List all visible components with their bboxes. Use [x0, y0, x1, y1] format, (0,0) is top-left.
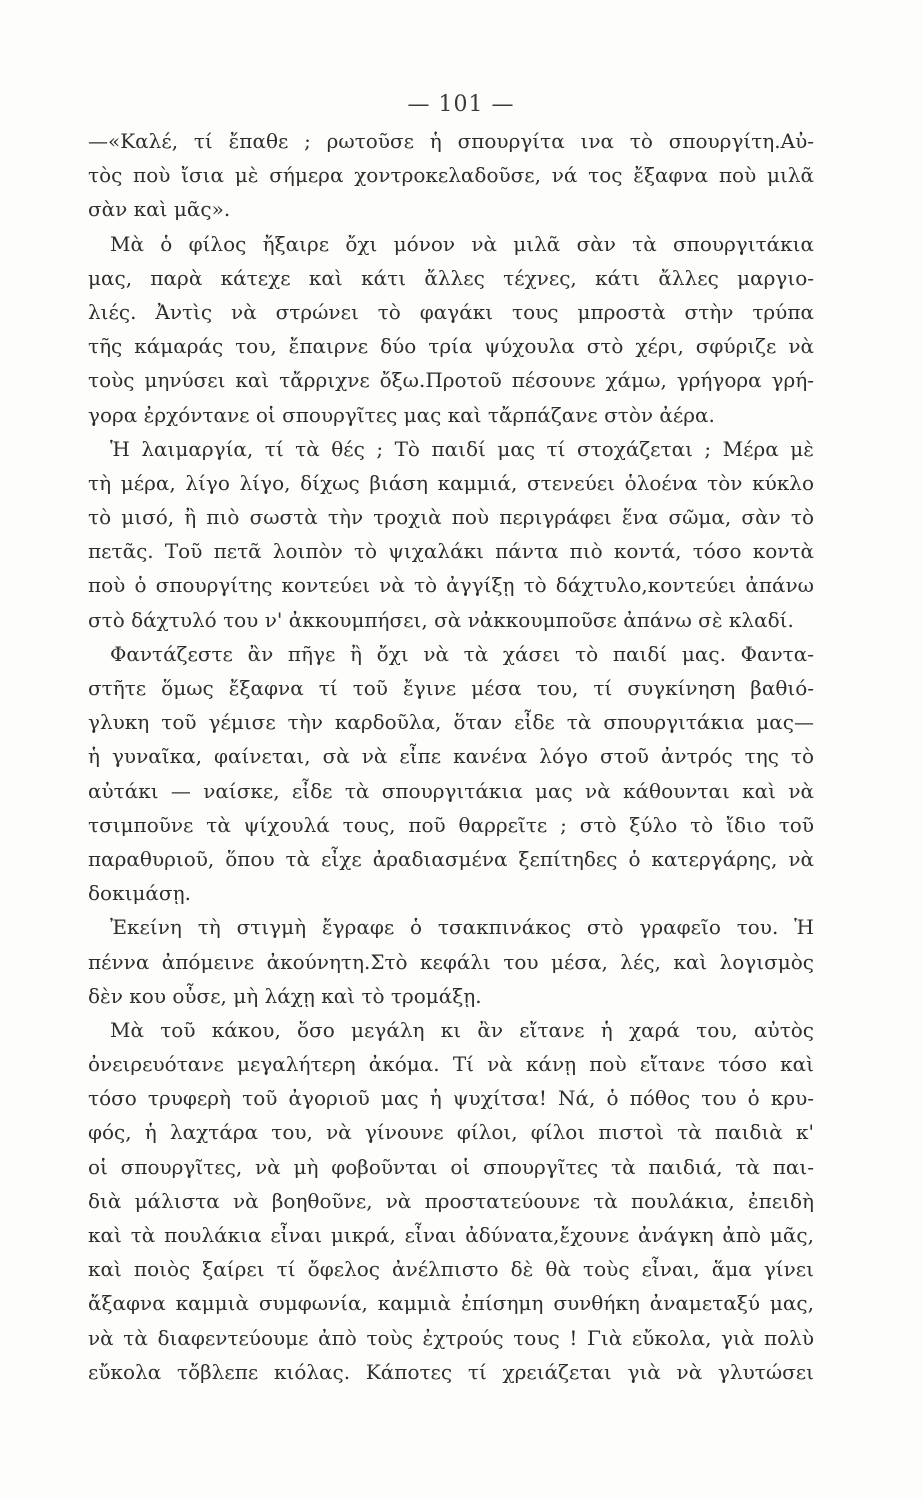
text-line: μας, παρὰ κάτεχε καὶ κάτι ἄλλες τέχνες, κάτι ἄλλες μαργιο-	[88, 265, 814, 290]
text-line: παραθυριοῦ, ὅπου τὰ εἶχε ἀραδιασμένα ξεπίτηδες ὁ κατεργάρης, νὰ	[88, 846, 814, 871]
text-line: Μὰ ὁ φίλος ἤξαιρε ὄχι μόνον νὰ μιλᾶ σὰν τὰ σπουργιτάκια	[110, 231, 814, 256]
text-line: τὸ μισό, ἢ πιὸ σωστὰ τὴν τροχιὰ ποὺ περιγράφει ἕνα σῶμα, σὰν τὸ	[88, 505, 814, 530]
text-line: νὰ τὰ διαφεντεύουμε ἀπὸ τοὺς ἐχτρούς τους ! Γιὰ εὔκολα, γιὰ πολὺ	[88, 1325, 814, 1350]
text-line: ἄξαφνα καμμιὰ συμφωνία, καμμιὰ ἐπίσημη συνθήκη ἀναμεταξύ μας,	[88, 1291, 814, 1316]
page-number: — 101 —	[407, 92, 515, 117]
text-line: Ἡ λαιμαργία, τί τὰ θές ; Τὸ παιδί μας τί στοχάζεται ; Μέρα μὲ	[110, 436, 814, 461]
text-line: τόσο τρυφερὴ τοῦ ἀγοριοῦ μας ἡ ψυχίτσα! Νά, ὁ πόθος του ὁ κρυ-	[88, 1086, 814, 1111]
text-line: οἱ σπουργῖτες, νὰ μὴ φοβοῦνται οἱ σπουργῖτες τὰ παιδιά, τὰ παι-	[88, 1154, 814, 1179]
text-line: στὸ δάχτυλό του ν' ἀκκουμπήσει, σὰ νἀκκουμποῦσε ἀπάνω σὲ κλαδί.	[88, 607, 794, 632]
text-line: Μὰ τοῦ κάκου, ὅσο μεγάλη κι ἂν εἴτανε ἡ χαρά του, αὐτὸς	[110, 1017, 814, 1042]
text-line: καὶ ποιὸς ξαίρει τί ὄφελος ἀνέλπιστο δὲ θὰ τοὺς εἶναι, ἅμα γίνει	[88, 1257, 814, 1282]
text-line: δοκιμάσῃ.	[88, 881, 191, 906]
text-line: λιές. Ἀντὶς νὰ στρώνει τὸ φαγάκι τους μπροστὰ στὴν τρύπα	[88, 299, 814, 324]
text-line: τὴ μέρα, λίγο λίγο, δίχως βιάση καμμιά, στενεύει ὁλοένα τὸν κύκλο	[88, 470, 814, 495]
text-line: σὰν καὶ μᾶς».	[88, 197, 231, 222]
text-line: τσιμποῦνε τὰ ψίχουλά τους, ποῦ θαρρεῖτε ; στὸ ξύλο τὸ ἴδιο τοῦ	[88, 812, 814, 837]
text-line: τῆς κάμαράς του, ἔπαιρνε δύο τρία ψύχουλα στὸ χέρι, σφύριζε νὰ	[88, 334, 814, 359]
text-line: πετᾶς. Τοῦ πετᾶ λοιπὸν τὸ ψιχαλάκι πάντα πιὸ κοντά, τόσο κοντὰ	[88, 539, 814, 564]
text-line: καὶ τὰ πουλάκια εἶναι μικρά, εἶναι ἀδύνατα,ἔχουνε ἀνάγκη ἀπὸ μᾶς,	[88, 1223, 814, 1247]
text-line: Ἐκείνη τὴ στιγμὴ ἔγραφε ὁ τσακπινάκος στὸ γραφεῖο του. Ἡ	[110, 915, 814, 940]
text-line: εὔκολα τὄβλεπε κιόλας. Κάποτες τί χρειάζεται γιὰ νὰ γλυτώσει	[88, 1359, 814, 1384]
text-line: ἡ γυναῖκα, φαίνεται, σὰ νὰ εἶπε κανένα λόγο στοῦ ἀντρός της τὸ	[88, 744, 814, 769]
text-line: τὸς ποὺ ἴσια μὲ σήμερα χοντροκελαδοῦσε, νά τος ἔξαφνα ποὺ μιλᾶ	[88, 163, 814, 188]
text-line: φός, ἡ λαχτάρα του, νὰ γίνουνε φίλοι, φίλοι πιστοὶ τὰ παιδιὰ κ'	[88, 1120, 814, 1145]
text-line: αὐτάκι — ναίσκε, εἶδε τὰ σπουργιτάκια μας νὰ κάθουνται καὶ νὰ	[88, 778, 814, 803]
text-line: γλυκη τοῦ γέμισε τὴν καρδοῦλα, ὅταν εἶδε τὰ σπουργιτάκια μας—	[88, 710, 814, 735]
text-line: —«Καλέ, τί ἔπαθε ; ρωτοῦσε ἡ σπουργίτα ινα τὸ σπουργίτη.Αὐ-	[88, 129, 814, 153]
text-line: στῆτε ὅμως ἔξαφνα τί τοῦ ἔγινε μέσα του, τί συγκίνηση βαθιό-	[88, 676, 814, 700]
text-line: γορα ἐρχόντανε οἱ σπουργῖτες μας καὶ τἄρπάζανε στὸν ἀέρα.	[88, 402, 715, 427]
body-text	[88, 124, 814, 1389]
text-line: ποὺ ὁ σπουργίτης κοντεύει νὰ τὸ ἀγγίξῃ τὸ δάχτυλο,κοντεύει ἀπάνω	[88, 573, 814, 598]
text-line: πέννα ἀπόμεινε ἀκούνητη.Στὸ κεφάλι του μέσα, λές, καὶ λογισμὸς	[88, 949, 814, 974]
text-line: Φαντάζεστε ἂν πῆγε ἢ ὄχι νὰ τὰ χάσει τὸ παιδί μας. Φαντα-	[110, 641, 814, 666]
text-line: δὲν κου οὖσε, μὴ λάχῃ καὶ τὸ τρομάξῃ.	[88, 983, 482, 1008]
text-line: ὀνειρευότανε μεγαλήτερη ἀκόμα. Τί νὰ κάνῃ ποὺ εἴτανε τόσο καὶ	[88, 1052, 814, 1077]
text-line: τοὺς μηνύσει καὶ τἄρριχνε ὄξω.Προτοῦ πέσουνε χάμω, γρήγορα γρή-	[88, 368, 814, 393]
text-line: διὰ μάλιστα νὰ βοηθοῦνε, νὰ προστατεύουνε τὰ πουλάκια, ἐπειδὴ	[88, 1188, 814, 1213]
